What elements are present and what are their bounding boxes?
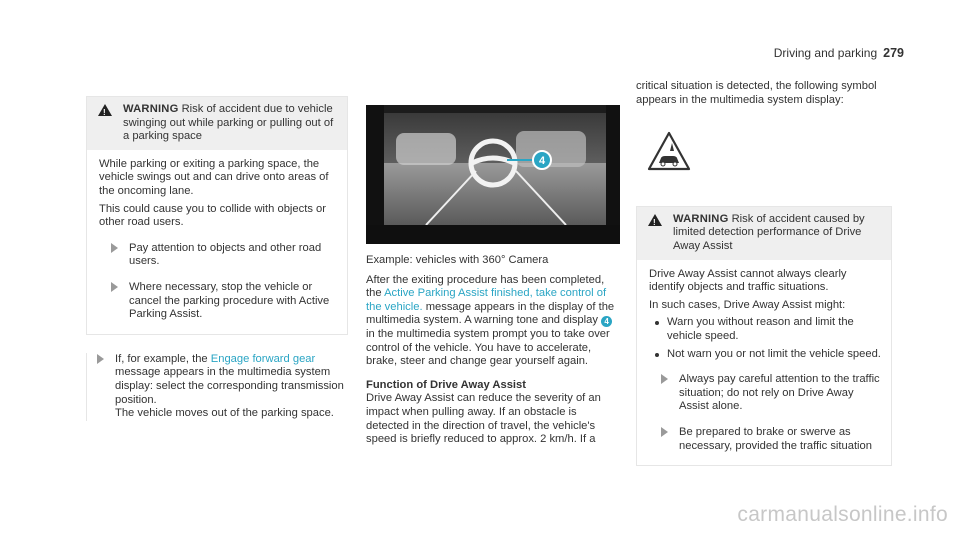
step-text: message appears in the multimedia system display: select the corresponding transmission position. [115,366,344,406]
paragraph: Drive Away Assist can reduce the severity of an impact when pulling away. If an obstacle is detected in the direction of travel, the vehicle's speed is briefly reduced to approx. 2 km/h. If a [366,392,601,446]
warning-head-text: Risk of accident caused by limited detection performance of Drive Away Assist [673,212,865,252]
instruction-step [99,281,337,322]
watermark: carmanualsonline.info [737,503,948,526]
paragraph-text: in the multimedia system prompt you to take over control of the vehicle. You have to accelerate, brake, steer and change gear yourself again. [366,327,610,368]
step-arrow-icon [97,354,104,364]
paragraph [366,274,622,369]
multimedia-display-photo [366,105,620,244]
step-text: Be prepared to brake or swerve as necessary, provided the traffic situation [679,425,872,452]
warning-body-text: While parking or exiting a parking space, the vehicle swings out and can drive onto areas of the oncoming lane. [99,157,329,197]
step-arrow-icon [661,374,668,384]
step-arrow-icon [111,282,118,292]
callout-number: 4 [538,155,546,167]
paragraph: critical situation is detected, the following symbol appears in the multimedia system display: [636,80,877,106]
column-3 [636,80,892,466]
step-result: The vehicle moves out of the parking space. [115,407,334,420]
column-2 [366,105,622,447]
warning-triangle-icon [98,104,112,116]
paragraph-text: After the exiting procedure has been completed, the [366,273,605,300]
column-1 [86,96,348,425]
display-message: Engage forward gear [210,352,316,365]
warning-body [637,260,891,466]
warning-box-detection [636,206,892,466]
warning-title: WARNING [673,212,729,225]
step-text: If, for example, the [115,352,208,365]
warning-body-text: This could cause you to collide with objects or other road users. [99,202,326,229]
display-message: Active Parking Assist finished, take control of the vehicle. [366,287,607,313]
page-number: 279 [883,46,904,60]
warning-body-text: In such cases, Drive Away Assist might: [649,298,846,311]
list-item: Warn you without reason and limit the vehicle speed. [649,316,881,343]
instruction-step-gear [86,353,348,421]
warning-header [87,97,347,150]
warning-head-text: Risk of accident due to vehicle swinging out while parking or pulling out of a parking space [123,103,334,143]
photo-caption: Example: vehicles with 360° Camera [366,254,549,266]
warning-header [637,207,891,260]
step-arrow-icon [661,427,668,437]
section-heading: Function of Drive Away Assist [366,378,526,391]
paragraph-text: message appears in the display of the multimedia system. A warning tone and display [366,300,615,327]
step-arrow-icon [111,243,118,253]
step-text: Where necessary, stop the vehicle or cancel the parking procedure with Active Parking Assist. [129,280,330,321]
instruction-step [649,373,881,414]
page-header [774,46,904,60]
warning-body-text: Drive Away Assist cannot always clearly identify objects and traffic situations. [649,267,847,294]
warning-triangle-icon [648,214,662,226]
section-title: Driving and parking [773,46,878,60]
drive-away-assist-warning-icon [646,129,692,175]
warning-title: WARNING [123,103,179,115]
step-text: Always pay careful attention to the traffic situation; do not rely on Drive Away Assist alone. [679,373,880,413]
instruction-step [649,426,881,453]
callout-badge: 4 [601,316,612,327]
warning-box-swing-out [86,96,348,335]
instruction-step [99,242,337,269]
step-text: Pay attention to objects and other road users. [129,241,322,268]
bullet-list [649,316,881,361]
list-item: Not warn you or not limit the vehicle speed. [649,348,881,362]
warning-body [87,150,347,334]
